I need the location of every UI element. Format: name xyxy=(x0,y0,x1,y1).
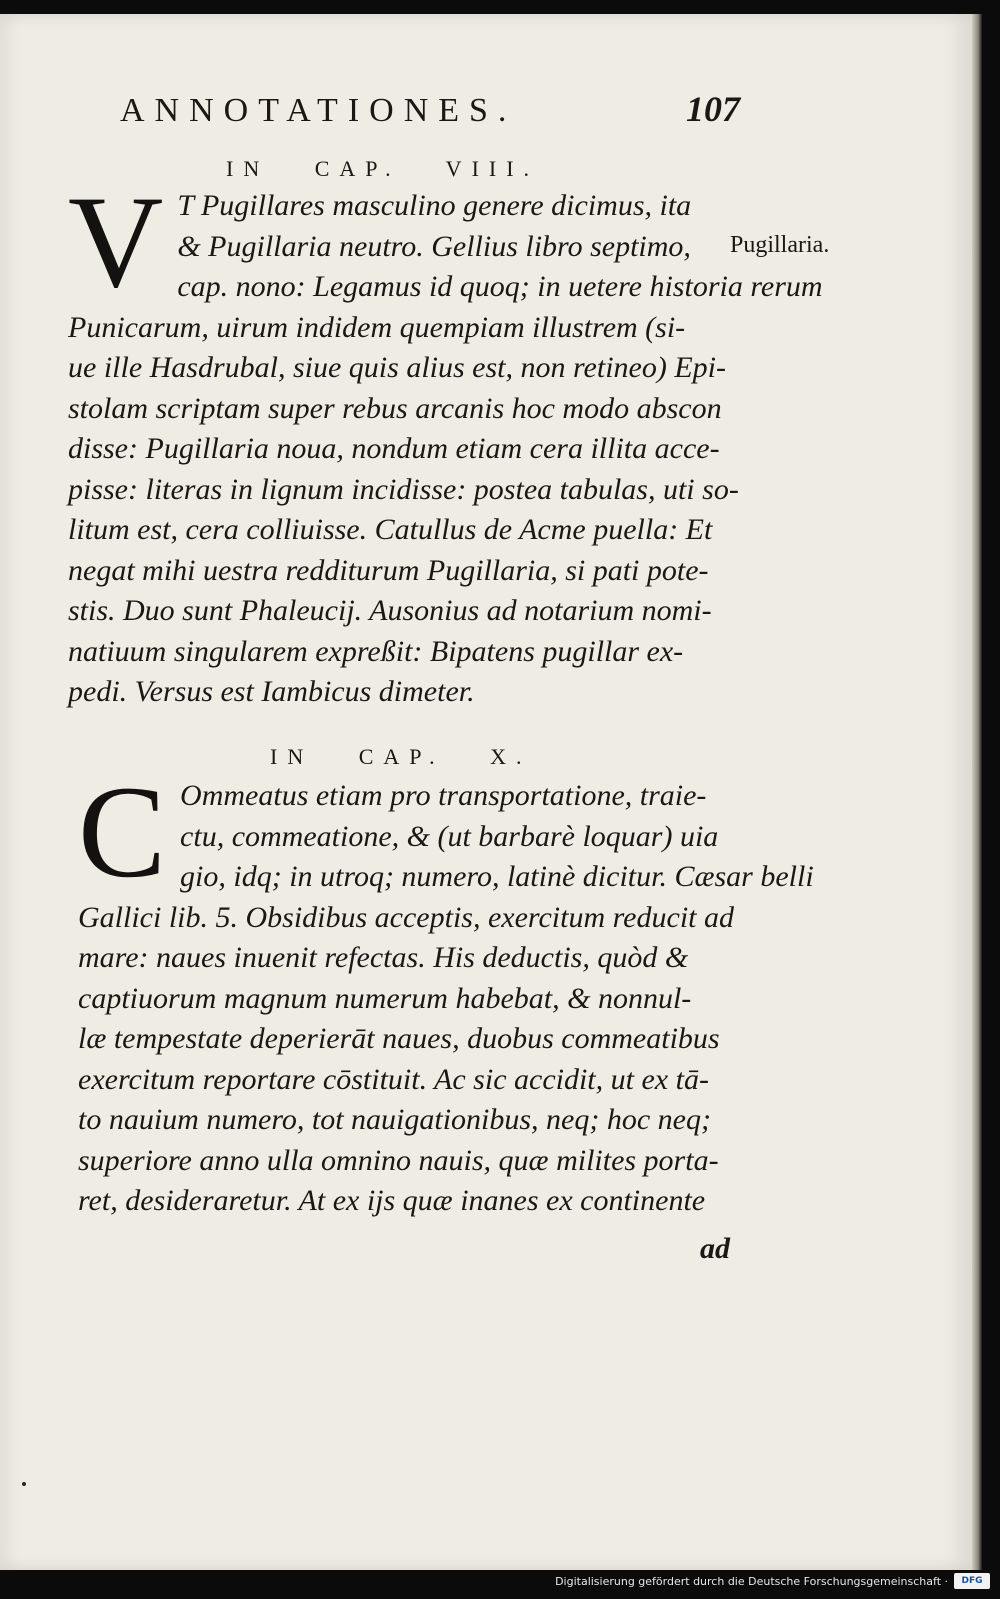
text-line: stolam scriptam super rebus arcanis hoc modo abscon xyxy=(68,391,722,425)
drop-cap-v: V xyxy=(68,168,164,315)
text-line: captiuorum magnum numerum habebat, & nonnul- xyxy=(78,981,692,1015)
text-line: ctu, commeatione, & (ut barbarè loquar) uia xyxy=(180,819,719,853)
text-line: disse: Pugillaria noua, nondum etiam cera illita acce- xyxy=(68,432,720,465)
text-line: Gallici lib. 5. Obsidibus acceptis, exercitum reducit ad xyxy=(78,900,734,934)
ink-speck xyxy=(22,1482,26,1486)
page-number: 107 xyxy=(686,89,740,129)
text-line: natiuum singularem expreßit: Bipatens pugillar ex- xyxy=(68,634,684,668)
text-line: cap. nono: Legamus id quoq; in uetere historia rerum xyxy=(177,270,823,303)
text-line: negat mihi uestra redditurum Pugillaria, si pati pote- xyxy=(68,553,709,587)
text-line: Punicarum, uirum indidem quempiam illustrem (si- xyxy=(68,310,686,344)
text-line: ue ille Hasdrubal, siue quis alius est, non retineo) Epi- xyxy=(68,351,726,384)
digitization-credit: Digitalisierung gefördert durch die Deutsche Forschungsgemeinschaft · xyxy=(555,1575,948,1588)
text-line: to nauium numero, tot nauigationibus, neq; hoc neq; xyxy=(78,1103,711,1136)
text-line: exercitum reportare cōstituit. Ac sic accidit, ut ex tā- xyxy=(78,1062,709,1096)
text-line: stis. Duo sunt Phaleucij. Ausonius ad notarium nomi- xyxy=(68,594,712,627)
annotation-cap-10 xyxy=(78,758,814,1222)
text-line: gio, idq; in utroq; numero, latinè dicitur. Cæsar belli xyxy=(180,860,814,893)
text-line: ret, desideraretur. At ex ijs quæ inanes ex continente xyxy=(78,1184,706,1217)
section-heading-cap-8: IN CAP. VIII. xyxy=(226,156,540,181)
text-line: pedi. Versus est Iambicus dimeter. xyxy=(68,675,475,708)
margin-note: Pugillaria. xyxy=(730,232,830,258)
page-edge xyxy=(972,14,982,1570)
text-line: mare: naues inuenit refectas. His deductis, quòd & xyxy=(78,941,689,974)
text-line: & Pugillaria neutro. Gellius libro septimo, xyxy=(177,229,691,263)
text-line: T Pugillares masculino genere dicimus, ita xyxy=(177,189,692,222)
drop-cap-c: C xyxy=(78,758,167,905)
catchword: ad xyxy=(700,1232,730,1265)
section-heading-cap-10: IN CAP. X. xyxy=(270,744,532,769)
running-title: ANNOTATIONES. xyxy=(120,92,517,129)
text-line: superiore anno ulla omnino nauis, quæ milites porta- xyxy=(78,1143,719,1177)
page-header xyxy=(120,80,740,140)
text-line: litum est, cera colliuisse. Catullus de Acme puella: Et xyxy=(68,513,713,546)
text-line: pisse: literas in lignum incidisse: postea tabulas, uti so- xyxy=(68,472,739,506)
text-line: Ommeatus etiam pro transportatione, traie- xyxy=(180,779,707,812)
dfg-logo-icon: DFG xyxy=(954,1573,990,1589)
text-line: læ tempestate deperierāt naues, duobus commeatibus xyxy=(78,1022,720,1055)
